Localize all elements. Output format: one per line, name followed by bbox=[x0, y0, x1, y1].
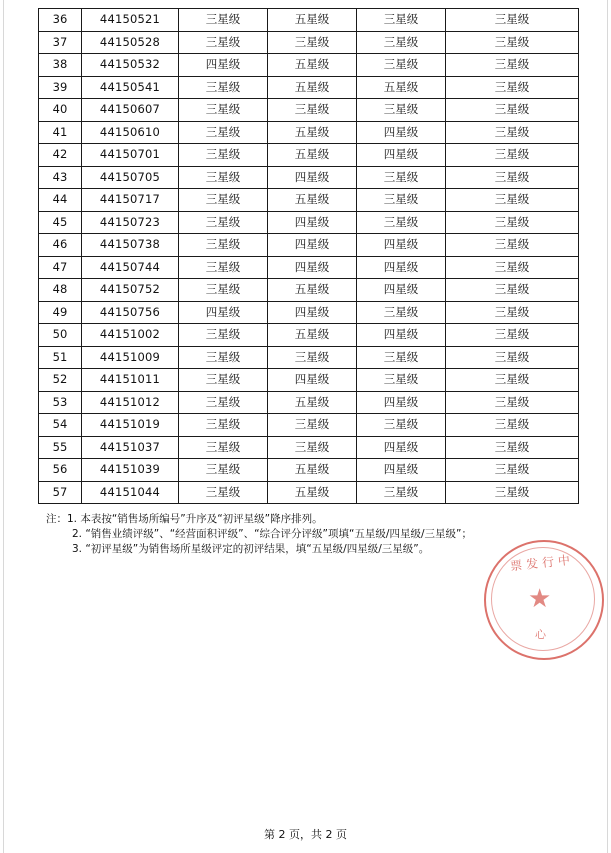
cell-sales: 三星级 bbox=[179, 121, 268, 144]
cell-sales: 三星级 bbox=[179, 9, 268, 32]
cell-no: 51 bbox=[39, 346, 82, 369]
cell-sales: 三星级 bbox=[179, 211, 268, 234]
cell-sales: 三星级 bbox=[179, 31, 268, 54]
page-edge-line-left bbox=[3, 0, 4, 853]
cell-star: 三星级 bbox=[446, 459, 579, 482]
cell-star: 三星级 bbox=[446, 9, 579, 32]
cell-area: 五星级 bbox=[268, 391, 357, 414]
cell-star: 三星级 bbox=[446, 234, 579, 257]
table-row bbox=[39, 436, 579, 459]
note-text-1: 1. 本表按“销售场所编号”升序及“初评星级”降序排列。 bbox=[67, 513, 323, 525]
table-row bbox=[39, 324, 579, 347]
cell-code: 44150607 bbox=[82, 99, 179, 122]
table-row bbox=[39, 279, 579, 302]
ratings-table bbox=[38, 8, 579, 504]
seal-top-text: 票发行中 bbox=[509, 552, 575, 574]
table-row bbox=[39, 31, 579, 54]
cell-no: 54 bbox=[39, 414, 82, 437]
table-row bbox=[39, 144, 579, 167]
cell-score: 四星级 bbox=[357, 436, 446, 459]
cell-score: 四星级 bbox=[357, 256, 446, 279]
cell-sales: 三星级 bbox=[179, 166, 268, 189]
table-row bbox=[39, 9, 579, 32]
cell-code: 44150705 bbox=[82, 166, 179, 189]
cell-no: 44 bbox=[39, 189, 82, 212]
cell-code: 44151037 bbox=[82, 436, 179, 459]
cell-star: 三星级 bbox=[446, 369, 579, 392]
cell-sales: 三星级 bbox=[179, 436, 268, 459]
cell-star: 三星级 bbox=[446, 346, 579, 369]
cell-score: 三星级 bbox=[357, 414, 446, 437]
cell-no: 56 bbox=[39, 459, 82, 482]
cell-area: 四星级 bbox=[268, 256, 357, 279]
cell-sales: 三星级 bbox=[179, 459, 268, 482]
cell-star: 三星级 bbox=[446, 481, 579, 504]
page-edge-line-right bbox=[607, 0, 608, 853]
cell-sales: 三星级 bbox=[179, 99, 268, 122]
cell-area: 五星级 bbox=[268, 54, 357, 77]
cell-area: 四星级 bbox=[268, 166, 357, 189]
cell-code: 44150752 bbox=[82, 279, 179, 302]
cell-area: 五星级 bbox=[268, 459, 357, 482]
table-row bbox=[39, 76, 579, 99]
cell-code: 44150701 bbox=[82, 144, 179, 167]
table-row bbox=[39, 54, 579, 77]
cell-score: 四星级 bbox=[357, 391, 446, 414]
table-row bbox=[39, 256, 579, 279]
cell-sales: 三星级 bbox=[179, 481, 268, 504]
cell-code: 44151044 bbox=[82, 481, 179, 504]
cell-area: 五星级 bbox=[268, 121, 357, 144]
cell-code: 44151039 bbox=[82, 459, 179, 482]
cell-sales: 三星级 bbox=[179, 324, 268, 347]
cell-code: 44150528 bbox=[82, 31, 179, 54]
cell-no: 48 bbox=[39, 279, 82, 302]
cell-code: 44150541 bbox=[82, 76, 179, 99]
cell-star: 三星级 bbox=[446, 211, 579, 234]
seal-outer-ring bbox=[484, 540, 604, 660]
cell-code: 44150610 bbox=[82, 121, 179, 144]
cell-star: 三星级 bbox=[446, 99, 579, 122]
cell-no: 36 bbox=[39, 9, 82, 32]
cell-star: 三星级 bbox=[446, 279, 579, 302]
cell-star: 三星级 bbox=[446, 391, 579, 414]
cell-no: 42 bbox=[39, 144, 82, 167]
cell-no: 57 bbox=[39, 481, 82, 504]
cell-score: 四星级 bbox=[357, 324, 446, 347]
cell-star: 三星级 bbox=[446, 54, 579, 77]
cell-sales: 三星级 bbox=[179, 76, 268, 99]
cell-area: 三星级 bbox=[268, 99, 357, 122]
cell-no: 40 bbox=[39, 99, 82, 122]
cell-score: 五星级 bbox=[357, 76, 446, 99]
cell-score: 三星级 bbox=[357, 54, 446, 77]
cell-score: 三星级 bbox=[357, 369, 446, 392]
table-row bbox=[39, 121, 579, 144]
cell-area: 三星级 bbox=[268, 414, 357, 437]
cell-area: 三星级 bbox=[268, 31, 357, 54]
cell-score: 三星级 bbox=[357, 211, 446, 234]
cell-star: 三星级 bbox=[446, 144, 579, 167]
cell-no: 43 bbox=[39, 166, 82, 189]
cell-area: 五星级 bbox=[268, 144, 357, 167]
cell-score: 四星级 bbox=[357, 459, 446, 482]
table-row bbox=[39, 189, 579, 212]
official-seal-stamp bbox=[484, 540, 604, 660]
cell-score: 三星级 bbox=[357, 166, 446, 189]
cell-area: 三星级 bbox=[268, 346, 357, 369]
table-row bbox=[39, 166, 579, 189]
cell-star: 三星级 bbox=[446, 436, 579, 459]
cell-star: 三星级 bbox=[446, 121, 579, 144]
cell-sales: 三星级 bbox=[179, 234, 268, 257]
cell-score: 三星级 bbox=[357, 301, 446, 324]
seal-bottom-text: 心 bbox=[535, 628, 549, 641]
cell-code: 44150723 bbox=[82, 211, 179, 234]
cell-sales: 三星级 bbox=[179, 369, 268, 392]
cell-code: 44150756 bbox=[82, 301, 179, 324]
cell-code: 44151011 bbox=[82, 369, 179, 392]
cell-area: 五星级 bbox=[268, 481, 357, 504]
cell-score: 三星级 bbox=[357, 99, 446, 122]
cell-sales: 三星级 bbox=[179, 189, 268, 212]
cell-no: 49 bbox=[39, 301, 82, 324]
cell-no: 55 bbox=[39, 436, 82, 459]
cell-no: 37 bbox=[39, 31, 82, 54]
table-row bbox=[39, 391, 579, 414]
cell-sales: 三星级 bbox=[179, 414, 268, 437]
note-line-2: 2. “销售业绩评级”、“经营面积评级”、“综合评分评级”项填“五星级/四星级/三星级”； bbox=[72, 528, 472, 540]
cell-code: 44150738 bbox=[82, 234, 179, 257]
cell-area: 四星级 bbox=[268, 211, 357, 234]
cell-score: 四星级 bbox=[357, 279, 446, 302]
cell-star: 三星级 bbox=[446, 256, 579, 279]
cell-no: 50 bbox=[39, 324, 82, 347]
cell-score: 三星级 bbox=[357, 9, 446, 32]
cell-code: 44151002 bbox=[82, 324, 179, 347]
cell-star: 三星级 bbox=[446, 324, 579, 347]
cell-code: 44151012 bbox=[82, 391, 179, 414]
table-row bbox=[39, 369, 579, 392]
cell-sales: 四星级 bbox=[179, 54, 268, 77]
cell-no: 53 bbox=[39, 391, 82, 414]
cell-code: 44151019 bbox=[82, 414, 179, 437]
cell-star: 三星级 bbox=[446, 414, 579, 437]
star-icon: ★ bbox=[528, 584, 552, 614]
cell-code: 44150744 bbox=[82, 256, 179, 279]
cell-score: 四星级 bbox=[357, 234, 446, 257]
notes-block bbox=[46, 512, 576, 557]
cell-area: 四星级 bbox=[268, 301, 357, 324]
page-footer: 第 2 页，共 2 页 bbox=[264, 828, 347, 841]
notes-label: 注： bbox=[46, 513, 67, 525]
cell-area: 五星级 bbox=[268, 189, 357, 212]
table-row bbox=[39, 211, 579, 234]
cell-sales: 三星级 bbox=[179, 391, 268, 414]
cell-code: 44151009 bbox=[82, 346, 179, 369]
cell-no: 38 bbox=[39, 54, 82, 77]
cell-no: 47 bbox=[39, 256, 82, 279]
cell-area: 五星级 bbox=[268, 9, 357, 32]
cell-star: 三星级 bbox=[446, 31, 579, 54]
cell-score: 三星级 bbox=[357, 31, 446, 54]
cell-no: 46 bbox=[39, 234, 82, 257]
table-row bbox=[39, 481, 579, 504]
note-line-1 bbox=[46, 512, 576, 527]
cell-area: 五星级 bbox=[268, 76, 357, 99]
cell-area: 五星级 bbox=[268, 279, 357, 302]
table-row bbox=[39, 414, 579, 437]
cell-code: 44150521 bbox=[82, 9, 179, 32]
table-row bbox=[39, 99, 579, 122]
cell-no: 45 bbox=[39, 211, 82, 234]
seal-inner-ring bbox=[491, 547, 595, 651]
cell-area: 四星级 bbox=[268, 234, 357, 257]
cell-no: 41 bbox=[39, 121, 82, 144]
cell-sales: 三星级 bbox=[179, 144, 268, 167]
cell-area: 三星级 bbox=[268, 436, 357, 459]
cell-sales: 三星级 bbox=[179, 256, 268, 279]
cell-score: 三星级 bbox=[357, 346, 446, 369]
cell-score: 四星级 bbox=[357, 144, 446, 167]
cell-score: 四星级 bbox=[357, 121, 446, 144]
cell-score: 三星级 bbox=[357, 189, 446, 212]
cell-code: 44150532 bbox=[82, 54, 179, 77]
cell-star: 三星级 bbox=[446, 301, 579, 324]
cell-code: 44150717 bbox=[82, 189, 179, 212]
cell-no: 52 bbox=[39, 369, 82, 392]
cell-sales: 三星级 bbox=[179, 346, 268, 369]
note-line-3: 3. “初评星级”为销售场所星级评定的初评结果，填“五星级/四星级/三星级”。 bbox=[72, 543, 430, 555]
cell-sales: 三星级 bbox=[179, 279, 268, 302]
table-row bbox=[39, 301, 579, 324]
cell-area: 五星级 bbox=[268, 324, 357, 347]
table-row bbox=[39, 234, 579, 257]
cell-star: 三星级 bbox=[446, 166, 579, 189]
table-row bbox=[39, 459, 579, 482]
cell-star: 三星级 bbox=[446, 189, 579, 212]
cell-sales: 四星级 bbox=[179, 301, 268, 324]
cell-star: 三星级 bbox=[446, 76, 579, 99]
cell-score: 三星级 bbox=[357, 481, 446, 504]
cell-area: 四星级 bbox=[268, 369, 357, 392]
cell-no: 39 bbox=[39, 76, 82, 99]
table-row bbox=[39, 346, 579, 369]
